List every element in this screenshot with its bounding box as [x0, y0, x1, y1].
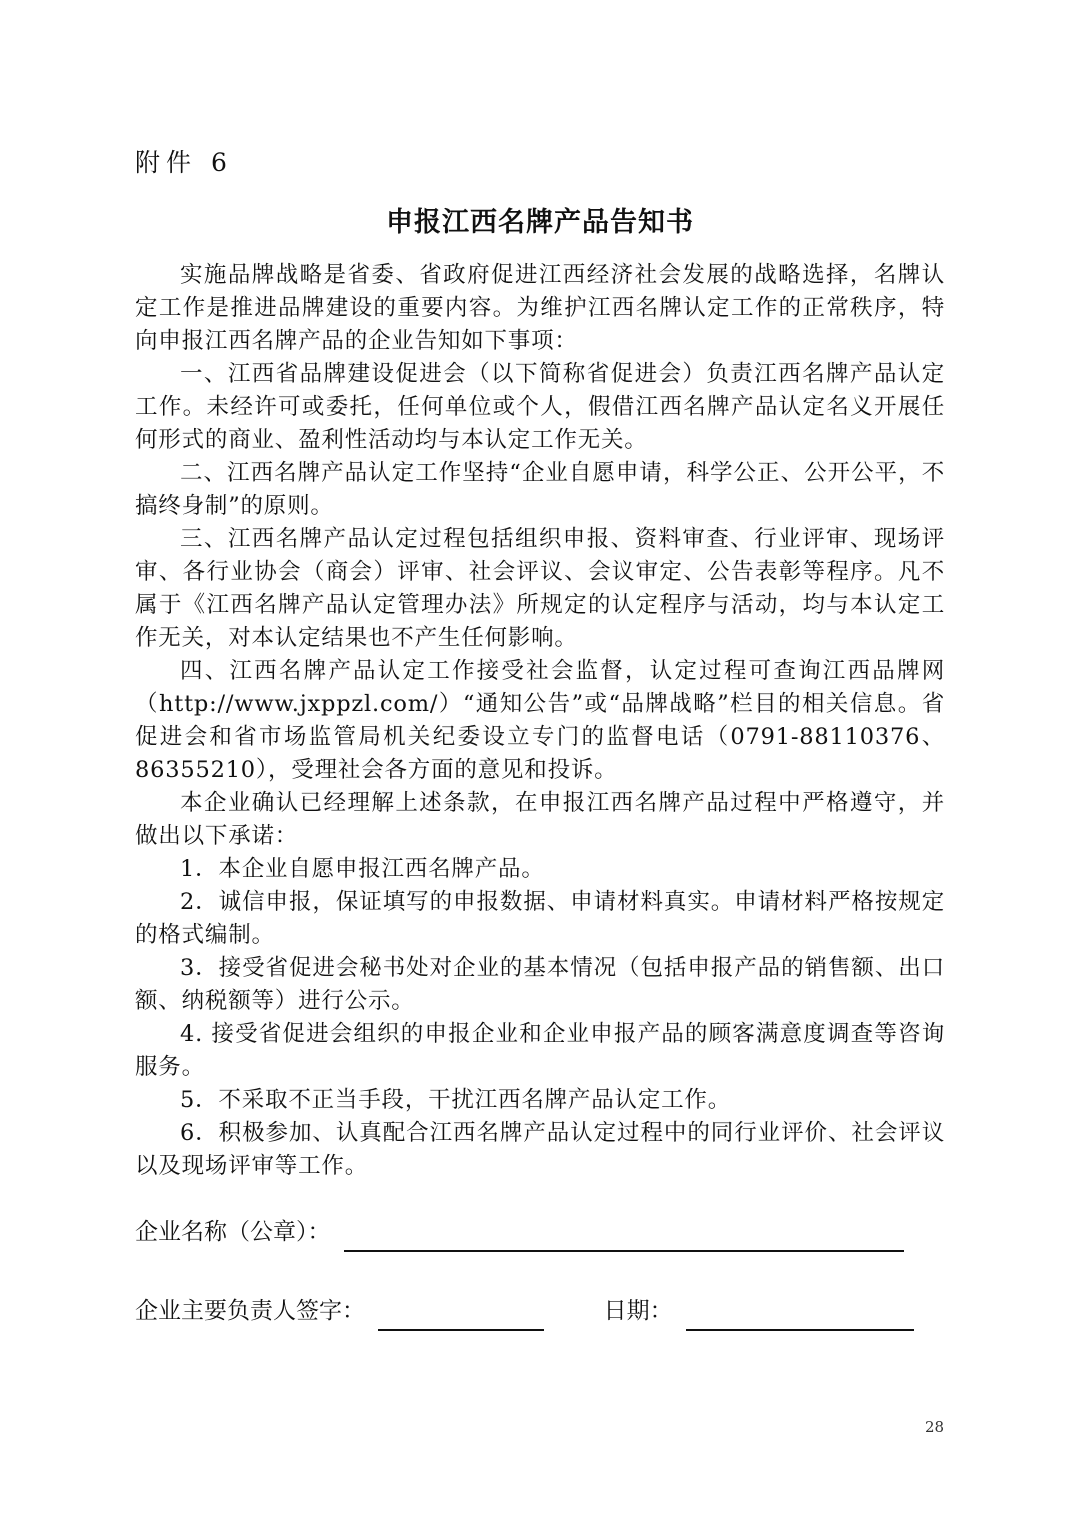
- principal-signature-row: [135, 1291, 914, 1331]
- paragraph-intro: 实施品牌战略是省委、省政府促进江西经济社会发展的战略选择，名牌认定工作是推进品牌建设的重要内容。为维护江西名牌认定工作的正常秩序，特向申报江西名牌产品的企业告知如下事项：: [135, 262, 945, 354]
- company-name-field[interactable]: [344, 1220, 904, 1252]
- paragraph-item-3: 三、江西名牌产品认定过程包括组织申报、资料审查、行业评审、现场评审、各行业协会（商会）评审、社会评议、会议审定、公告表彰等程序。凡不属于《江西名牌产品认定管理办法》所规定的认定程序与活动，均与本认定工作无关，对本认定结果也不产生任何影响。: [135, 526, 945, 651]
- paragraph-item-4: 四、江西名牌产品认定工作接受社会监督，认定过程可查询江西品牌网（http://www.jxppzl.com/）“通知公告”或“品牌战略”栏目的相关信息。省促进会和省市场监管局机关纪委设立专门的监督电话（0791-88110376、86355210），受理社会各方面的意见和投诉。: [135, 658, 945, 783]
- principal-signature-field[interactable]: [378, 1299, 544, 1331]
- document-body: [135, 259, 945, 1183]
- pledge-6: 6．积极参加、认真配合江西名牌产品认定过程中的同行业评价、社会评议以及现场评审等工作。: [135, 1120, 945, 1179]
- pledge-5: 5．不采取不正当手段，干扰江西名牌产品认定工作。: [180, 1087, 732, 1113]
- principal-signature-label: 企业主要负责人签字：: [135, 1298, 365, 1324]
- page-number: 28: [925, 1418, 945, 1436]
- date-field[interactable]: [686, 1299, 914, 1331]
- pledge-1: 1．本企业自愿申报江西名牌产品。: [180, 856, 545, 882]
- date-label: 日期：: [603, 1298, 673, 1324]
- paragraph-confirmation: 本企业确认已经理解上述条款，在申报江西名牌产品过程中严格遵守，并做出以下承诺：: [135, 790, 945, 849]
- company-name-label: 企业名称（公章）：: [135, 1219, 331, 1245]
- pledge-3: 3．接受省促进会秘书处对企业的基本情况（包括申报产品的销售额、出口额、纳税额等）进行公示。: [135, 955, 945, 1014]
- pledge-4: 4. 接受省促进会组织的申报企业和企业申报产品的顾客满意度调查等咨询服务。: [135, 1021, 945, 1080]
- company-name-row: [135, 1212, 904, 1252]
- document-title: 申报江西名牌产品告知书: [386, 207, 694, 238]
- paragraph-item-1: 一、江西省品牌建设促进会（以下简称省促进会）负责江西名牌产品认定工作。未经许可或委托，任何单位或个人，假借江西名牌产品认定名义开展任何形式的商业、盈利性活动均与本认定工作无关。: [135, 361, 945, 453]
- attachment-label: 附件 6: [135, 148, 233, 177]
- pledge-2: 2．诚信申报，保证填写的申报数据、申请材料真实。申请材料严格按规定的格式编制。: [135, 889, 945, 948]
- paragraph-item-2: 二、江西名牌产品认定工作坚持“企业自愿申请，科学公正、公开公平，不搞终身制”的原则。: [135, 460, 945, 519]
